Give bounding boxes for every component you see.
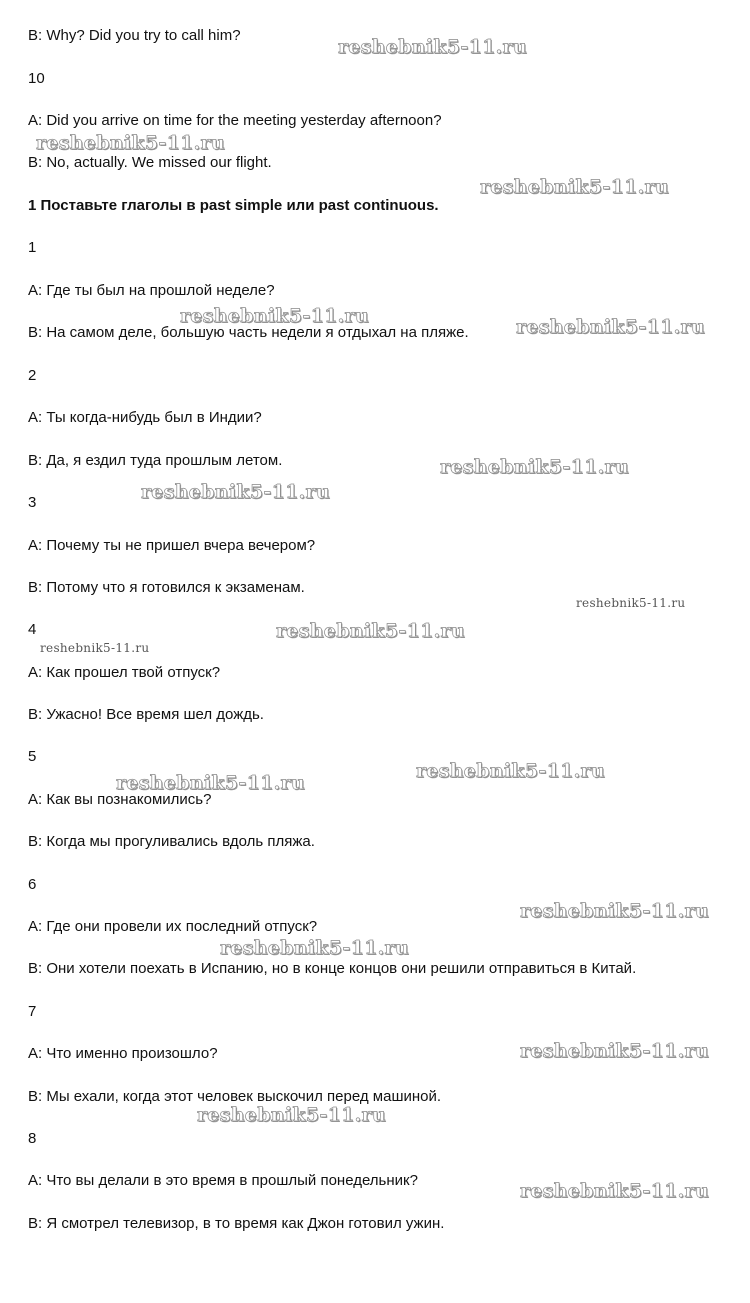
text-line: A: Что вы делали в это время в прошлый понедельник? bbox=[28, 1172, 418, 1189]
text-line: A: Где они провели их последний отпуск? bbox=[28, 918, 318, 935]
text-line: B: Ужасно! Все время шел дождь. bbox=[28, 706, 264, 723]
text-line: A: Как прошел твой отпуск? bbox=[28, 664, 221, 681]
watermark: reshebnik5-11.ru bbox=[220, 937, 409, 959]
watermark: reshebnik5-11.ru bbox=[338, 36, 527, 58]
watermark: reshebnik5-11.ru bbox=[520, 1040, 709, 1062]
watermark: reshebnik5-11.ru bbox=[480, 176, 669, 198]
watermark: reshebnik5-11.ru bbox=[276, 620, 465, 642]
text-line: A: Почему ты не пришел вчера вечером? bbox=[28, 537, 316, 554]
text-line: B: Они хотели поехать в Испанию, но в конце концов они решили отправиться в Китай. bbox=[28, 960, 637, 977]
text-line: B: Мы ехали, когда этот человек выскочил перед машиной. bbox=[28, 1088, 442, 1105]
exercise-number: 6 bbox=[28, 876, 37, 893]
watermark: reshebnik5-11.ru bbox=[520, 900, 709, 922]
watermark: reshebnik5-11.ru bbox=[440, 456, 629, 478]
watermark: reshebnik5-11.ru bbox=[576, 596, 686, 610]
text-line: B: Потому что я готовился к экзаменам. bbox=[28, 579, 305, 596]
watermark: reshebnik5-11.ru bbox=[36, 132, 225, 154]
text-line: A: Что именно произошло? bbox=[28, 1045, 218, 1062]
text-line: B: На самом деле, большую часть недели я отдыхал на пляже. bbox=[28, 324, 469, 341]
section-heading: 1 Поставьте глаголы в past simple или past continuous. bbox=[28, 197, 439, 214]
watermark: reshebnik5-11.ru bbox=[516, 316, 705, 338]
watermark: reshebnik5-11.ru bbox=[40, 641, 150, 655]
watermark: reshebnik5-11.ru bbox=[116, 772, 305, 794]
text-line: B: No, actually. We missed our flight. bbox=[28, 154, 272, 171]
exercise-number: 4 bbox=[28, 621, 37, 638]
text-line: B: Why? Did you try to call him? bbox=[28, 27, 241, 44]
text-line: B: Да, я ездил туда прошлым летом. bbox=[28, 452, 283, 469]
text-line: A: Ты когда-нибудь был в Индии? bbox=[28, 409, 262, 426]
exercise-number: 7 bbox=[28, 1003, 37, 1020]
text-line: B: Когда мы прогуливались вдоль пляжа. bbox=[28, 833, 315, 850]
exercise-number: 10 bbox=[28, 70, 45, 87]
exercise-number: 3 bbox=[28, 494, 37, 511]
exercise-number: 8 bbox=[28, 1130, 37, 1147]
watermark: reshebnik5-11.ru bbox=[416, 760, 605, 782]
watermark: reshebnik5-11.ru bbox=[197, 1104, 386, 1126]
exercise-number: 2 bbox=[28, 367, 37, 384]
watermark: reshebnik5-11.ru bbox=[141, 481, 330, 503]
text-line: A: Где ты был на прошлой неделе? bbox=[28, 282, 275, 299]
exercise-number: 1 bbox=[28, 239, 37, 256]
exercise-number: 5 bbox=[28, 748, 37, 765]
text-line: A: Как вы познакомились? bbox=[28, 791, 212, 808]
watermark: reshebnik5-11.ru bbox=[180, 305, 369, 327]
watermark: reshebnik5-11.ru bbox=[520, 1180, 709, 1202]
text-line: B: Я смотрел телевизор, в то время как Джон готовил ужин. bbox=[28, 1215, 445, 1232]
text-line: A: Did you arrive on time for the meeting yesterday afternoon? bbox=[28, 112, 442, 129]
